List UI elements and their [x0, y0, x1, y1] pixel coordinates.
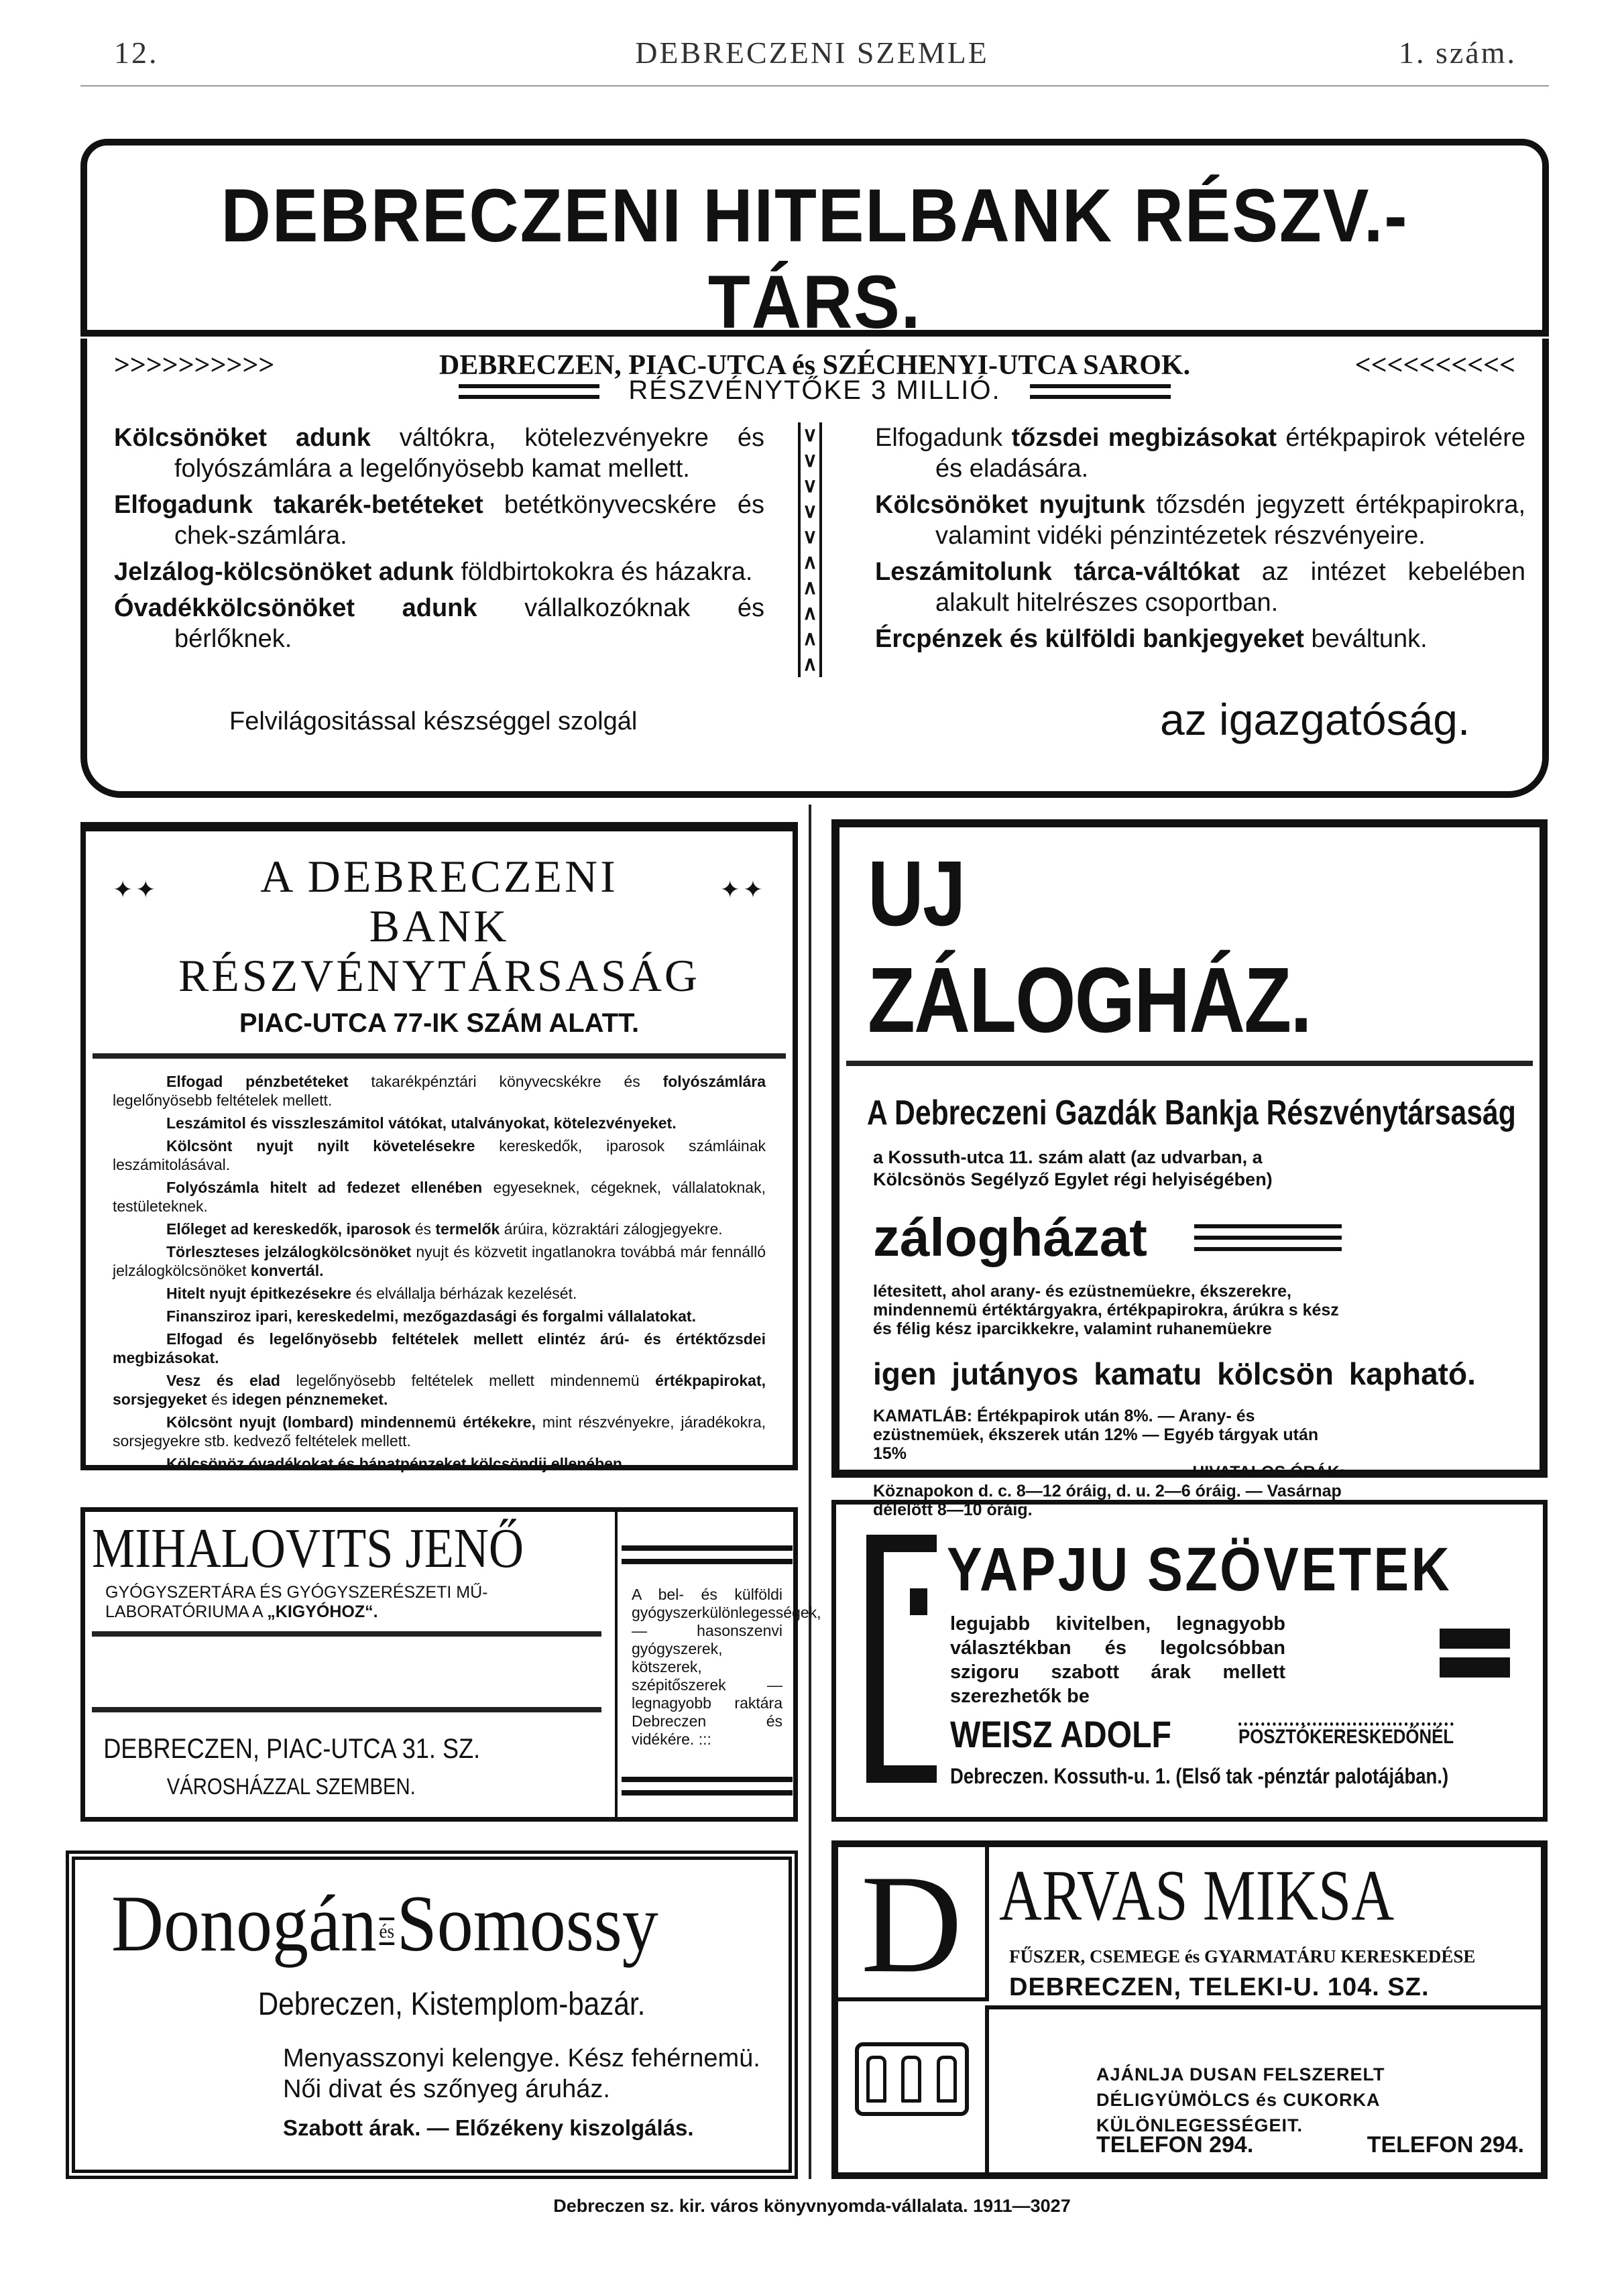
issue-number: 1. szám.: [1398, 36, 1517, 70]
paragraph: [113, 1371, 766, 1409]
mihalovits-landmark: VÁROSHÁZZAL SZEMBEN.: [166, 1774, 416, 1800]
hitelbank-signature: az igazgatóság.: [1160, 695, 1470, 744]
text: tőzsdén jegyzett értékpapirokra, valamint vidéki pénzintézetek részvényeire.: [935, 491, 1526, 550]
mihalovits-address: DEBRECZEN, PIAC-UTCA 31. SZ.: [103, 1732, 481, 1764]
bank-services: [86, 1059, 793, 1473]
initial-g-bracket: [866, 1535, 937, 1783]
divider: [92, 1631, 601, 1637]
mihalovits-ad: [80, 1507, 821, 1822]
paragraph: [113, 1072, 766, 1110]
donogan-slogan: Szabott árak. — Előzékeny kiszolgálás.: [283, 2115, 694, 2141]
ornament-left: ✦✦: [113, 876, 159, 903]
text: legelőnyösebb feltételek mellett.: [113, 1092, 333, 1109]
paragraph: [113, 1114, 766, 1132]
double-rule: [459, 384, 599, 399]
divider: [93, 1053, 786, 1059]
gyapju-address: Debreczen. Kossuth-u. 1. (Első tak -pénztár palotájában.): [950, 1764, 1449, 1788]
bold-text: Vesz és elad: [166, 1372, 280, 1389]
text: és: [410, 1220, 436, 1238]
bar-ornament: [1440, 1657, 1510, 1678]
double-rule: [1030, 384, 1171, 399]
text: beváltunk.: [1303, 625, 1428, 653]
subtitle-line2: [105, 1602, 601, 1622]
text: nyujt és közvetit ingatlanokra továbbá már fennálló jelzálogkölcsönöket: [113, 1243, 766, 1279]
bold-text: Leszámitolunk tárca-váltókat: [875, 558, 1240, 586]
bank-title-line1: A DEBRECZENI: [260, 851, 618, 902]
zaloghaz-address: a Kossuth-utca 11. szám alatt (az udvarban, a Kölcsönös Segélyző Egylet régi helyiségében): [873, 1147, 1273, 1189]
ornament-right: ✦✦: [719, 876, 766, 903]
paragraph: [113, 1284, 766, 1303]
paragraph: [114, 489, 764, 551]
hitelbank-address: DEBRECZEN, PIAC-UTCA és SZÉCHENYI-UTCA SAROK.: [439, 350, 1191, 381]
debreczeni-bank-ad: [80, 822, 798, 1470]
zaloghaz-bank: A Debreczeni Gazdák Bankja Részvénytársaság: [867, 1094, 1516, 1132]
gyapju-body: legujabb kivitelben, legnagyobb választékban és legolcsóbban szigoru szabott árak mellett szerezhetők be: [950, 1613, 1285, 1707]
bold-text: Kölcsönöket adunk: [114, 424, 371, 452]
text: Elfogadunk: [875, 424, 1012, 452]
double-rule: [622, 1777, 793, 1796]
arvas-logo: [838, 2005, 989, 2173]
bold-text: Törleszteses jelzálogkölcsönöket: [166, 1243, 412, 1260]
gyapju-ad: [831, 1500, 1548, 1822]
gyapju-name: WEISZ ADOLF: [950, 1713, 1171, 1755]
text: mint részvényekre, járadékokra, sorsjegyekre stb. kedvező feltételek mellett.: [113, 1413, 766, 1450]
paragraph: [113, 1454, 766, 1473]
hitelbank-title: DEBRECZENI HITELBANK RÉSZV.-TÁRS.: [221, 174, 1409, 344]
hitelbank-right-column: [875, 422, 1525, 660]
bold-text: Folyószámla hitelt ad fedezet ellenében: [166, 1179, 483, 1196]
page-number: 12.: [114, 36, 159, 70]
chevron-ornament-column: ∨ ∨ ∨ ∨ ∨ ∧ ∧ ∧ ∧ ∧: [798, 422, 822, 677]
arvas-initial: D: [838, 1847, 989, 2001]
zaloghaz-title: UJ ZÁLOGHÁZ.: [868, 842, 1311, 1052]
paragraph: [875, 489, 1525, 551]
bold-text: Elfogad pénzbetéteket: [166, 1073, 349, 1090]
double-rule: [622, 1545, 793, 1564]
bold-text: termelők: [435, 1220, 500, 1238]
divider: [989, 2005, 1546, 2009]
donogan-address: Debreczen, Kistemplom-bazár.: [257, 1987, 646, 2023]
paragraph: [113, 1307, 766, 1326]
triple-rule: [1194, 1224, 1342, 1251]
bold-text: Finansziroz ipari, kereskedelmi, mezőgazdasági és forgalmi vállalatokat.: [166, 1307, 696, 1325]
name1: Donogán: [111, 1879, 377, 1968]
paragraph: [113, 1136, 766, 1174]
text: értékpapirok vételére és eladására.: [935, 424, 1525, 483]
gyapju-trade: POSZTÓKERESKEDŐNÉL: [1238, 1722, 1454, 1749]
divider: [846, 1061, 1533, 1066]
text: és elvállalja bérházak kezelését.: [351, 1285, 577, 1302]
bold-text: idegen pénznemeket.: [231, 1391, 388, 1408]
text: egyeseknek, cégeknek, vállalatoknak, testületeknek.: [113, 1179, 766, 1215]
column-rule: [809, 805, 811, 2179]
bold-text: konvertál.: [250, 1262, 324, 1279]
mihalovits-title: MIHALOVITS JENŐ: [92, 1517, 524, 1580]
arvas-name: ARVAS MIKSA: [999, 1856, 1395, 1936]
donogan-name: [75, 1860, 717, 1975]
printer-imprint: Debreczen sz. kir. város könyvnyomda-vállalata. 1911—3027: [553, 2196, 1071, 2216]
text: árúira, közraktári zálogjegyekre.: [500, 1220, 723, 1238]
hitelbank-left-column: [114, 422, 764, 660]
phone-left: TELEFON 294.: [1096, 2132, 1254, 2158]
gyapju-title: YAPJU SZÖVETEK: [947, 1535, 1452, 1604]
paragraph: [113, 1220, 766, 1238]
inner-rule: [615, 1512, 618, 1817]
paragraph: [114, 593, 764, 654]
text: betétkönyvecskére és chek-számlára.: [174, 491, 764, 550]
bold-text: Kölcsönt nyujt nyilt követelésekre: [166, 1137, 475, 1155]
header-rule: [80, 85, 1549, 86]
bank-address: PIAC-UTCA 77-IK SZÁM ALATT.: [239, 1008, 640, 1038]
zaloghaz-ad: [831, 819, 1548, 1519]
mihalovits-main: [92, 1519, 601, 1800]
name2: Somossy: [396, 1879, 658, 1968]
arrows-right-ornament: <<<<<<<<<<: [1354, 350, 1515, 381]
hitelbank-capital: RÉSZVÉNYTŐKE 3 MILLIÓ.: [628, 375, 1001, 405]
arvas-address: DEBRECZEN, TELEKI-U. 104. SZ.: [1009, 1973, 1430, 2001]
arvas-trade: FŰSZER, CSEMEGE és GYARMATÁRU KERESKEDÉSE: [1009, 1946, 1476, 1966]
side-marks: :::: [698, 1730, 711, 1748]
donogan-body: Menyasszonyi kelengye. Kész fehérnemü. Női divat és szőnyeg áruház.: [283, 2044, 760, 2104]
bold-text: Ércpénzek és külföldi bankjegyeket: [875, 625, 1304, 653]
bold-text: Előleget ad kereskedők, iparosok: [166, 1220, 411, 1238]
bold-text: értékpapirokat, sorsjegyeket: [113, 1372, 766, 1408]
bold-text: Elfogad és legelőnyösebb feltételek mellett elintéz árú- és értéktőzsdei megbizásokat.: [113, 1330, 766, 1366]
arvas-ad: [831, 1840, 1548, 2179]
paragraph: [875, 556, 1525, 618]
zaloghaz-body: létesitett, ahol arany- és ezüstnemüekre, ékszerekre, mindennemü értéktárgyakra, értékpapirokra, árúkra s kész és félig kész iparcikkekre, valamint ruhanemüekre: [873, 1282, 1339, 1338]
text: az intézet kebelében alakult hitelrészes csoportban.: [935, 558, 1525, 617]
divider: [92, 1707, 601, 1712]
bank-title-line2: BANK RÉSZVÉNYTÁRSASÁG: [178, 900, 701, 1001]
text: vállalkozóknak és bérlőknek.: [174, 594, 764, 653]
subtitle-line1: GYÓGYSZERTÁRA ÉS GYÓGYSZERÉSZETI MŰ-: [105, 1583, 488, 1602]
text: váltókra, kötelezvényekre és folyószámlára a legelőnyösebb kamat mellett.: [174, 424, 764, 483]
paragraph: [114, 422, 764, 484]
zaloghaz-slogan: igen jutányos kamatu kölcsön kapható.: [873, 1356, 1476, 1391]
side-text: A bel- és külföldi gyógyszerkülönlegességek, — hasonszenvi gyógyszerek, kötszerek, szépitőszerek — legnagyobb raktára Debreczen és vidékére.: [632, 1586, 821, 1748]
bar-ornament: [1440, 1629, 1510, 1649]
logo-ornament: [855, 2042, 969, 2116]
paragraph: [113, 1413, 766, 1450]
bold-text: folyószámlára: [662, 1073, 766, 1090]
hitelbank-info: Felvilágositással készséggel szolgál: [229, 707, 638, 736]
bold-text: Kölcsönöket nyujtunk: [875, 491, 1145, 519]
zaloghaz-rates: KAMATLÁB: Értékpapirok után 8%. — Arany- és ezüstnemüek, ékszerek után 12% — Egyéb tárgyak után 15%: [873, 1407, 1319, 1463]
bold-text: tőzsdei megbizásokat: [1011, 424, 1277, 452]
bold-text: Jelzálog-kölcsönöket adunk: [114, 558, 454, 586]
paragraph: [113, 1242, 766, 1280]
text: és: [207, 1391, 232, 1408]
text: takarékpénztári könyvecskékre és: [348, 1073, 663, 1090]
arrows-left-ornament: >>>>>>>>>>: [114, 350, 275, 381]
journal-title: DEBRECZENI SZEMLE: [635, 36, 989, 70]
donogan-ad: [66, 1850, 798, 2179]
initial-g-spur: [910, 1588, 927, 1615]
paragraph: [114, 556, 764, 587]
and-word: és: [380, 1918, 395, 1945]
arvas-offer: AJÁNLJA DUSAN FELSZERELT DÉLIGYÜMÖLCS és CUKORKA KÜLÖNLEGESSÉGEIT.: [1096, 2064, 1385, 2135]
zaloghaz-word: zálogházat: [873, 1208, 1147, 1267]
hitelbank-title-box: [80, 139, 1549, 381]
paragraph: [113, 1178, 766, 1216]
mihalovits-side: [632, 1586, 821, 1749]
text: földbirtokokra és házakra.: [453, 558, 753, 586]
bold-text: Kölcsönöz óvadékokat és bánatpénzeket kölcsöndij ellenében.: [166, 1455, 627, 1472]
bold-text: Leszámitol és visszleszámitol vátókat, utalványokat, kötelezvényeket.: [166, 1114, 677, 1132]
bold-text: Óvadékkölcsönöket adunk: [114, 594, 477, 622]
hitelbank-body-box: [80, 339, 1549, 798]
bold-text: Hitelt nyujt épitkezésekre: [166, 1285, 352, 1302]
zaloghaz-hours-label: HIVATALOS ÓRÁK:: [1192, 1463, 1345, 1482]
paragraph: [113, 1330, 766, 1367]
paragraph: [875, 624, 1525, 654]
zaloghaz-hours: Köznapokon d. c. 8—12 óráig, d. u. 2—6 óráig. — Vasárnap délelőtt 8—10 óráig.: [873, 1482, 1342, 1519]
mihalovits-subtitle: [92, 1583, 601, 1622]
bold-text: Kölcsönt nyujt (lombard) mindennemü értékekre,: [166, 1413, 536, 1431]
text: legelőnyösebb feltételek mellett mindennemü: [280, 1372, 656, 1389]
bold-text: Elfogadunk takarék-betéteket: [114, 491, 483, 519]
subtitle-line2-text: LABORATÓRIUMA A: [105, 1602, 268, 1621]
text: kereskedők, iparosok számláinak leszámitolásával.: [113, 1137, 766, 1173]
paragraph: [875, 422, 1525, 484]
phone-right: TELEFON 294.: [1367, 2132, 1524, 2158]
kigyohoz-name: „KIGYÓHOZ“.: [267, 1602, 378, 1621]
